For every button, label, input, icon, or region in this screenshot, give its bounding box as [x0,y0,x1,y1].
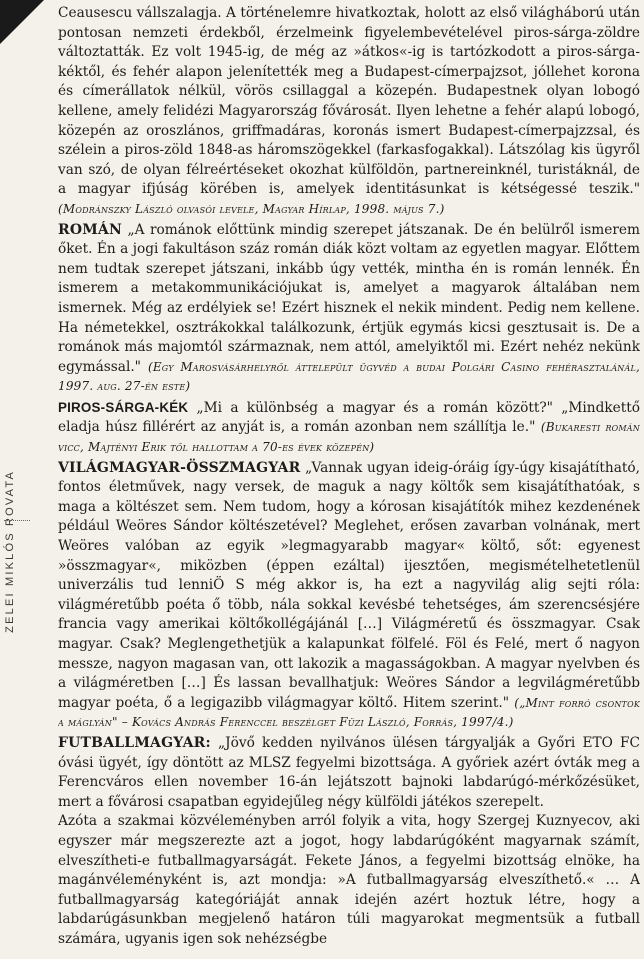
corner-triangle-mark [0,0,44,44]
entry-piros-sarga-kek [58,398,640,458]
entry-text: „Vannak ugyan ideig-óráig így-úgy kisajátítható, fontos életművek, nagy versek, de maguk a nagy költők sem kisajátíthatóak, s maga a költészet sem. Nem tudom, hogy a kórosan kisajátítók mihez kezdenének például Weöres Sándor költészetével? Meglehet, erősen zavarban volnának, mert Weöres valóban az egyik »legmagyarabb magyar« költő, sőt: egyenest »összmagyar«, miközben (éppen ezáltal) ijesztően, megismételhetetlenül univerzális tud lenniÖ S még akkor is, ha ezt a nagyvilág alig sejti róla: világméretűbb poéta ő több, nála sokkal kevésbé tehetséges, ám szerencsésjére francia vagy amerikai költőkollégájánál […] Világméretű és összmagyar. Csak magyar. Csak? Meglengethetjük a kalapunkat fölfelé. Föl és Felé, mert ő nagyon messze, nagyon magasan van, ott lakozik a magasságokban. A magyar nyelvben és a világméretben […] És lassan bevallhatjuk: Weöres Sándor a legvilágméretűbb magyar poéta, ő a legigazibb világmagyar költő. Hitem szerint." [58,459,640,711]
intro-source: (Modránszky László olvasói levele, Magyar Hírlap, 1998. május 7.) [58,201,445,216]
entry-text: „Mi a különbség a magyar és a román között?" „Mindkettő eladja húsz fillérért az anyját is, a román azonban nem szállítja le." [58,399,640,436]
entry-text: „A románok előttünk mindig szerepet játszanak. De én belülről ismerem őket. Én a jogi fakultáson száz román diák közt voltam az egyetlen magyar. Előttem nem tudtak szerepet játszani, inkább úgy vették, mintha én is román lennék. Én ismerem a metakommunikációjukat is, amelyet a magyarok általában nem ismernek. Még az erdélyiek se! Ezért hisznek el nekik mindent. Pedig nem kellene. Ha németekkel, osztrákokkal találkozunk, értjük egymás kicsi gesztusait is. De a románok más majomtól származnak, nem attól, amelyiktől mi. Ezért nehéz nekünk egymással." [58,221,640,375]
intro-paragraph [58,4,640,220]
entry-source: („Mint forró csontok a máglyán" – Kovács András Ferenccel beszélget Füzi László, Forrás, 1997/4.) [58,695,640,730]
entry-futballmagyar [58,734,640,812]
entry-source: (Bukaresti román vicc, Majtényi Erik től hallottam a 70-es évek közepén) [58,420,640,455]
entry-heading: PIROS-SÁRGA-KÉK [58,399,189,415]
entry-heading: VILÁGMAGYAR-ÖSSZMAGYAR [58,459,301,476]
entry-source: (Egy Marosvásárhelyről áttelepült ügyvéd a budai Polgári Casino fehérasztalánál, 1997. aug. 27-én este) [58,359,640,394]
section-side-label: ZELEI MIKLÓS ROVATA [4,470,16,633]
entry-vilagmagyar [58,459,640,733]
side-dotted-rule [4,520,30,521]
intro-text: Ceausescu vállszalagja. A történelemre hivatkoztak, holott az első világháború után pontosan nemzeti érdekből, érzelmeink figyelembevételével piros-sárga-zöldre változtatták. Ez volt 1945-ig, de még az »átkos«-ig is tartózkodott a piros-sárga-kéktől, és fehér alapon jelenítették meg a Budapest-címerpajzsot, jóllehet korona és címerállatok nélkül, vörös csillaggal a közepén. Budapestnek olyan lobogó kellene, amely felidézi Magyarország fővárosát. Ilyen lehetne a fehér alapú lobogó, közepén az oroszlános, griffmadáras, koronás ismert Budapest-címerpajzzsal, és szélein a piros-zöld 1848-as háromszögekkel (farkasfogakkal). Látszólag kis ügyről van szó, de olyan félreértéseket okozhat külföldön, partnereinknél, turistáknál, de a magyar ifjúság körében is, amelyek identitásunkat is kétségessé teszik." [58,5,640,198]
entry-roman [58,221,640,397]
entry-text: „Jövő kedden nyilvános ülésen tárgyalják a Győri ETO FC óvási ügyét, így döntött az MLSZ fegyelmi bizottsága. A győriek azért óvták meg a Ferencváros ellen november 16-án lejátszott bajnoki labdarúgó-mérkőzésüket, mert a fővárosi csapatban egyidejűleg négy külföldi játékos szerepelt. [58,734,640,810]
text-column [58,4,640,958]
entry-heading: ROMÁN [58,221,122,238]
entry-heading: FUTBALLMAGYAR: [58,734,211,751]
continuation-paragraph: Azóta a szakmai közvéleményben arról folyik a vita, hogy Szergej Kuznyecov, aki egyszer már megszerezte azt a jogot, hogy labdarúgóként magyarnak számít, elveszítheti-e futballmagyarságát. Fekete János, a fegyelmi bizottság elnöke, ha magánvéleményként is, azt mondja: »A futballmagyarság elveszíthető.« … A futballmagyarság kategóriáját annak idején azért hoztuk létre, hogy a labdarúgásunkban megjelenő határon túli magyarokat megmentsük a futball számára, ugyanis igen sok nehézségbe [58,813,640,947]
